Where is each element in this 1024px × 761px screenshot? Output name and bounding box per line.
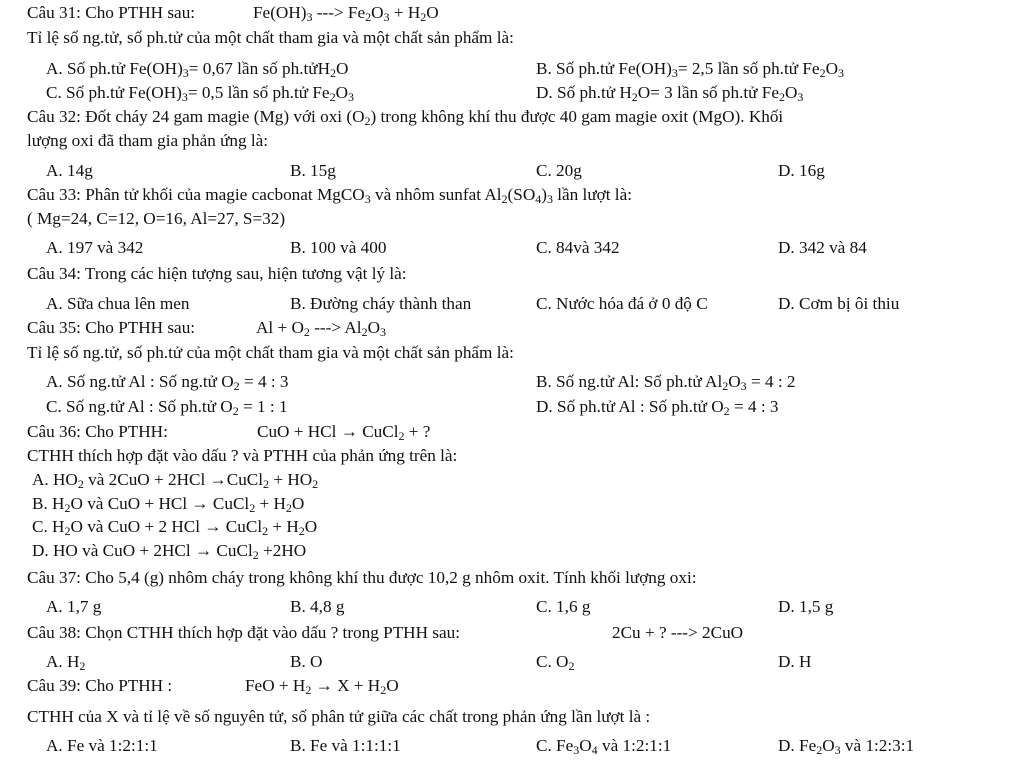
question-stem: Câu 31: Cho PTHH sau: xyxy=(27,3,196,22)
option-c[interactable]: C. Số ph.tử $Fe(OH)_3= 0,5$ lần số ph.tử $Fe_2O_3$ xyxy=(46,83,354,104)
option-d[interactable]: D. 16g xyxy=(778,161,825,180)
question-35-stem: Câu 35: Cho PTHH sau: xyxy=(27,318,196,337)
option-b[interactable]: B. 100 và 400 xyxy=(290,238,387,257)
option-b[interactable]: B. Đường cháy thành than xyxy=(290,294,472,313)
option-a[interactable]: A. $H_2$ xyxy=(46,652,86,673)
question-39-stem: Câu 39: Cho PTHH : xyxy=(27,676,173,695)
option-a[interactable]: A. Sữa chua lên men xyxy=(46,294,190,313)
equation: FeO + $H_2 \to X + H_2O$ xyxy=(245,676,399,697)
option-a[interactable]: A. Số ph.tử $Fe(OH)_3= 0,67$ lần số ph.tửH$_2$O xyxy=(46,59,349,80)
option-c[interactable]: C. $Fe_3O_4$ và 1:2:1:1 xyxy=(536,736,672,757)
option-c[interactable]: C. Số ng.tử Al : Số ph.tử $O_2 = 1$ : 1 xyxy=(46,397,288,418)
option-c[interactable]: C. 84và 342 xyxy=(536,238,620,257)
question-prompt: Tỉ lệ số ng.tử, số ph.tử của một chất tham gia và một chất sản phẩm là: xyxy=(27,28,514,47)
option-a[interactable]: A. 197 và 342 xyxy=(46,238,144,257)
question-34-stem: Câu 34: Trong các hiện tượng sau, hiện tương vật lý là: xyxy=(27,264,407,283)
question-stem-cont: ( Mg=24, C=12, O=16, Al=27, S=32) xyxy=(27,209,286,228)
option-c[interactable]: C. 1,6 g xyxy=(536,597,591,616)
option-b[interactable]: B. O xyxy=(290,652,323,671)
option-a[interactable]: A. 1,7 g xyxy=(46,597,102,616)
equation: $Fe(OH)_3$ ---> $Fe_2O_3 + H_2O$ xyxy=(253,3,439,24)
option-c[interactable]: C. Nước hóa đá ở 0 độ C xyxy=(536,294,708,313)
option-d[interactable]: D. H xyxy=(778,652,812,671)
question-prompt: CTHH của X và tỉ lệ về số nguyên tử, số phân tử giữa các chất trong phản ứng lần lượt là : xyxy=(27,707,651,726)
option-a[interactable]: A. Số ng.tử Al : Số ng.tử $O_2 = 4$ : 3 xyxy=(46,372,289,393)
option-a[interactable]: A. 14g xyxy=(46,161,93,180)
option-b[interactable]: B. 4,8 g xyxy=(290,597,345,616)
option-b[interactable]: B. Fe và 1:1:1:1 xyxy=(290,736,401,755)
question-prompt: CTHH thích hợp đặt vào dấu ? và PTHH của phản ứng trên là: xyxy=(27,446,458,465)
option-d[interactable]: D. HO và CuO + 2HCl → CuCl$_2$ +2HO xyxy=(32,541,307,562)
question-prompt: Tỉ lệ số ng.tử, số ph.tử của một chất tham gia và một chất sản phẩm là: xyxy=(27,343,514,362)
equation: $Al + O_2$ ---> $Al_2O_3$ xyxy=(256,318,387,339)
option-d[interactable]: D. Số ph.tử $H_2O= 3$ lần số ph.tử $Fe_2O_3$ xyxy=(536,83,804,104)
question-37-stem: Câu 37: Cho 5,4 (g) nhôm cháy trong không khí thu được 10,2 g nhôm oxit. Tính khối lượng oxi: xyxy=(27,568,697,587)
question-stem-cont: lượng oxi đã tham gia phản ứng là: xyxy=(27,131,269,150)
option-b[interactable]: B. Số ph.tử $Fe(OH)_3= 2,5$ lần số ph.tử $Fe_2O_3$ xyxy=(536,59,844,80)
equation: CuO + HCl → CuCl$_2$ + ? xyxy=(257,422,431,443)
option-c[interactable]: C. $O_2$ xyxy=(536,652,575,673)
option-a[interactable]: A. Fe và 1:2:1:1 xyxy=(46,736,158,755)
option-c[interactable]: C. 20g xyxy=(536,161,582,180)
option-d[interactable]: D. 342 và 84 xyxy=(778,238,867,257)
option-d[interactable]: D. Cơm bị ôi thiu xyxy=(778,294,900,313)
question-36-stem: Câu 36: Cho PTHH: xyxy=(27,422,168,441)
question-32-stem: Câu 32: Đốt cháy 24 gam magie (Mg) với oxi $(O_2)$ trong không khí thu được 40 gam magie oxit (MgO). Khối xyxy=(27,107,784,128)
option-d[interactable]: D. Số ph.tử Al : Số ph.tử $O_2 = 4$ : 3 xyxy=(536,397,779,418)
equation: 2Cu + ? ---> 2CuO xyxy=(612,623,744,642)
option-c[interactable]: C. $H_2O$ và CuO + 2 HCl → CuCl$_2$ + $H_2O$ xyxy=(32,517,318,538)
option-b[interactable]: B. $H_2O$ và CuO + HCl → CuCl$_2$ + $H_2O$ xyxy=(32,494,305,515)
option-a[interactable]: A. $HO_2$ và 2CuO + 2HCl →CuCl$_2$ + $HO_2$ xyxy=(32,470,319,491)
option-d[interactable]: D. $Fe_2O_3$ và 1:2:3:1 xyxy=(778,736,915,757)
option-b[interactable]: B. Số ng.tử Al: Số ph.tử $Al_2O_3 = 4$ : 2 xyxy=(536,372,796,393)
option-d[interactable]: D. 1,5 g xyxy=(778,597,834,616)
question-31 xyxy=(0,1,1024,25)
option-b[interactable]: B. 15g xyxy=(290,161,336,180)
question-33-stem: Câu 33: Phân tử khối của magie cacbonat MgCO$_3$ và nhôm sunfat $Al_2(SO_4)_3$ lần lượt là: xyxy=(27,185,632,206)
question-38-stem: Câu 38: Chọn CTHH thích hợp đặt vào dấu ? trong PTHH sau: xyxy=(27,623,460,642)
